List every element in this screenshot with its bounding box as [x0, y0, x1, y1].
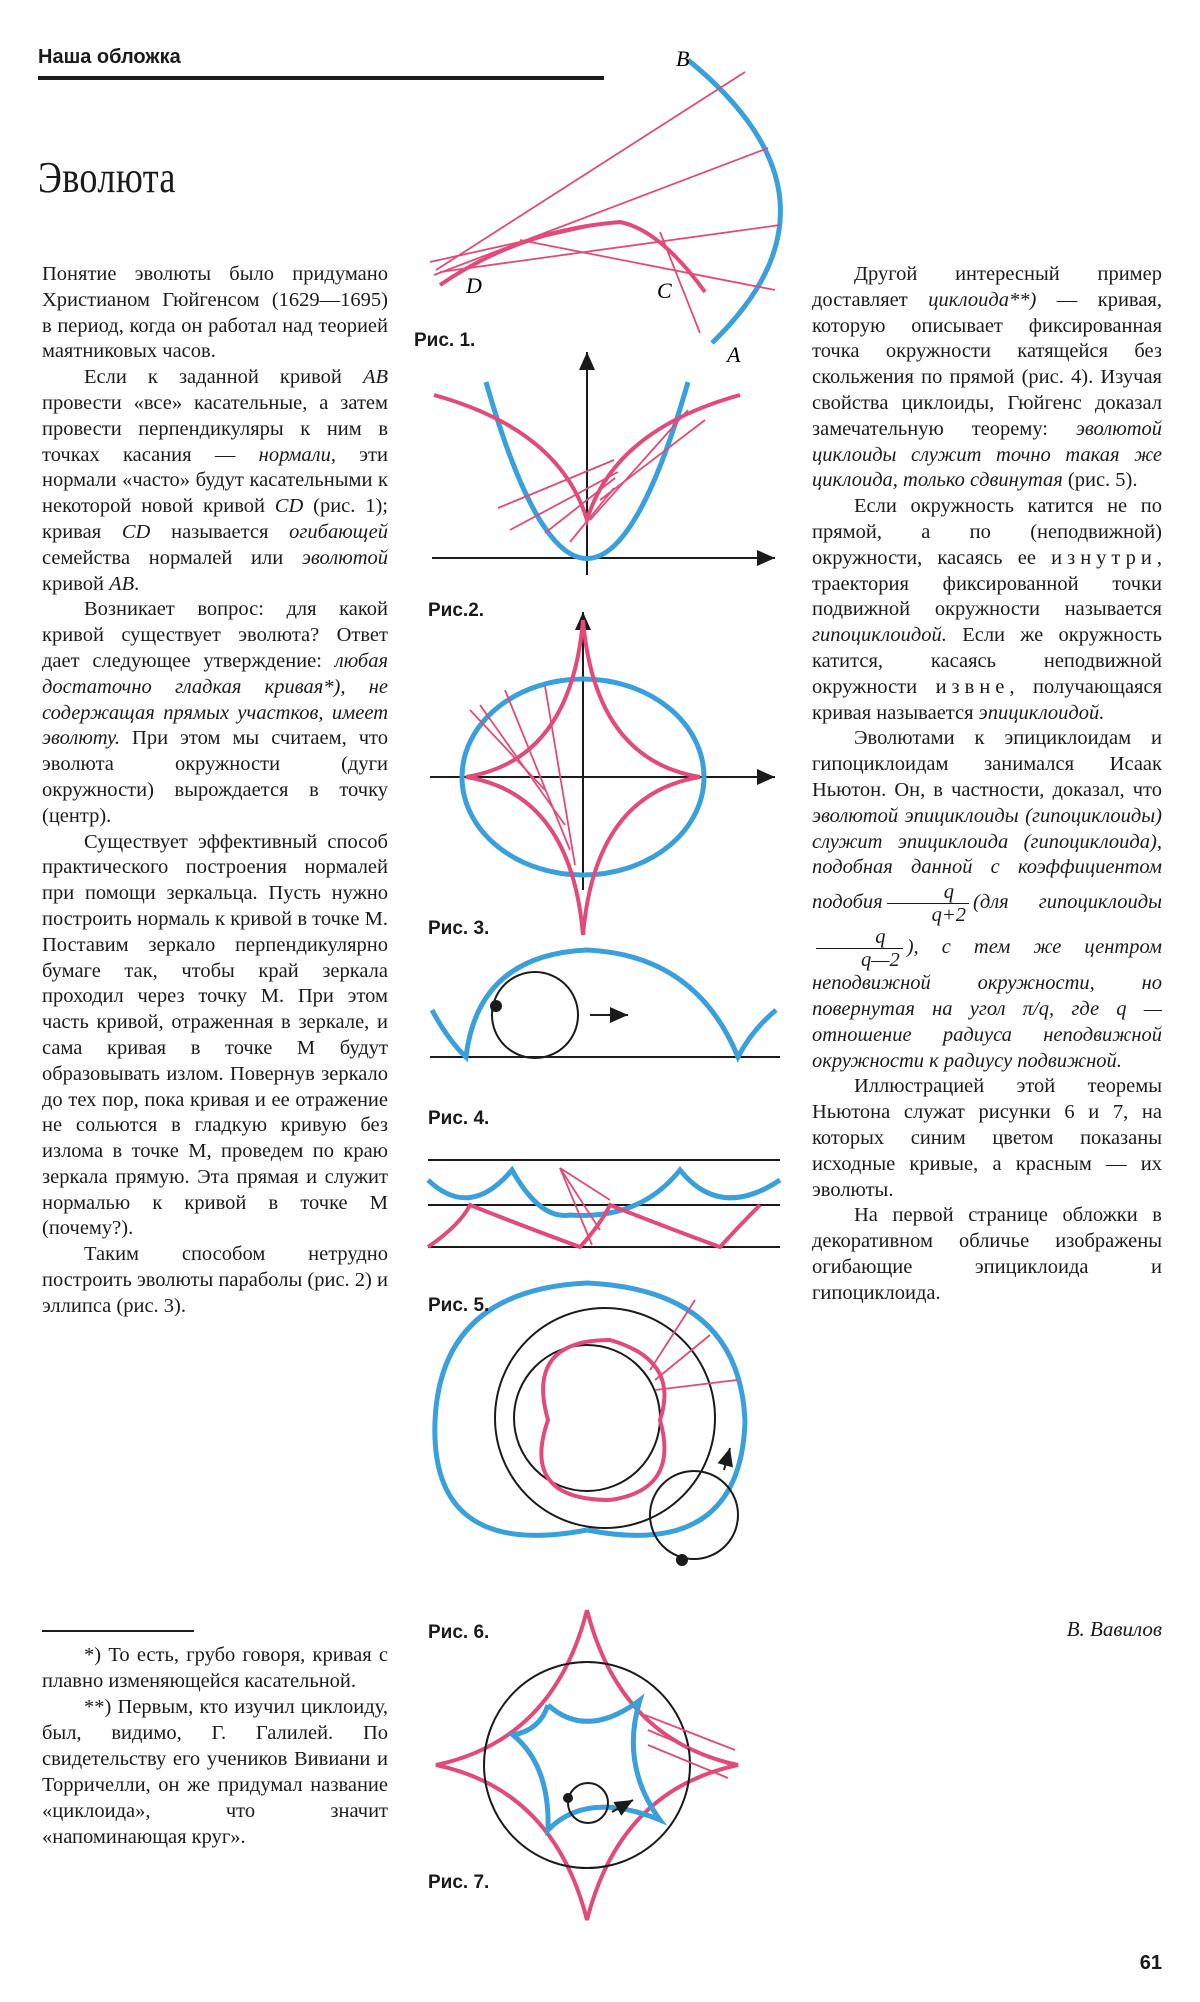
- figure-3: [430, 612, 775, 935]
- point-icon: [490, 1000, 502, 1012]
- point-icon: [676, 1554, 688, 1566]
- page-number: 61: [1139, 1952, 1162, 1974]
- figure-2: [432, 352, 775, 575]
- cycloid: [432, 950, 776, 1057]
- figure-6: [435, 1283, 745, 1566]
- paragraph: Возникает вопрос: для какой кривой существует эволюта? Ответ дает следующее утверждение: любая достаточно гладкая кривая*), не содержащая прямых участков, имеет эволюту. При этом мы считаем, что эволюта окружности (дуги окружности) вырождается в точку (центр).: [42, 598, 388, 827]
- figure-4-caption: Рис. 4.: [428, 1108, 490, 1129]
- paragraph: Если окружность катится не по прямой, а по (неподвижной) окружности, касаясь ее изнутри, траектория фиксированной точки подвижной окружности называется гипоциклоидой. Если же окружность катится, касаясь неподвижной окружности извне, получающаяся кривая называется эпициклоидой.: [812, 495, 1163, 724]
- figure-3-caption: Рис. 3.: [428, 918, 490, 939]
- paragraph: На первой странице обложки в декоративном обличье изображены огибающие эпициклоида и гипоциклоида.: [812, 1204, 1162, 1304]
- curve-ab: [688, 60, 780, 343]
- section-label: Наша обложка: [38, 46, 181, 68]
- epicycloid-evolute: [541, 1340, 664, 1500]
- fixed-circle: [514, 1345, 660, 1491]
- figure-1: [430, 46, 780, 367]
- figure-6-caption: Рис. 6.: [428, 1622, 490, 1643]
- figure-2-caption: Рис.2.: [428, 600, 485, 621]
- label-a: A: [727, 342, 741, 367]
- paragraph: Иллюстрацией этой теоремы Ньютона служат рисунки 6 и 7, на которых синим цветом показаны исходные кривые, а красным — их эволюты.: [812, 1075, 1162, 1201]
- figure-4: [430, 950, 780, 1058]
- paragraph: Существует эффективный способ практического построения нормалей при помощи зеркальца. Пусть нужно построить нормаль к кривой в точке M. Поставим зеркало перпендикулярно бумаге так, чтобы край зеркала проходил через точку M. При этом часть кривой, отраженная в зеркале, и сама кривая в точке M будут образовывать излом. Повернув зеркало до тех пор, пока кривая и ее отражение не сольются в гладкую кривую без излома в точке M, проведем по краю зеркала прямую. Эта прямая и служит нормалью к кривой в точке M (почему?).: [42, 830, 388, 1240]
- paragraph: Другой интересный пример доставляет циклоида**) — кривая, которую описывает фиксированная точка окружности катящейся без скольжения по прямой (рис. 4). Изучая свойства циклоиды, Гюйгенс доказал замечательную теорему: эволютой циклоиды служит точно такая же циклоида, только сдвинутая (рис. 5).: [812, 263, 1162, 492]
- cycloid-evolute: [428, 1205, 760, 1247]
- footnote: *) То есть, грубо говоря, кривая с плавно изменяющейся касательной.: [42, 1644, 388, 1692]
- paragraph: Понятие эволюты было придумано Христианом Гюйгенсом (1629—1695) в период, когда он работал над теорией маятниковых часов.: [42, 263, 388, 363]
- rolling-circle: [492, 972, 578, 1058]
- normal-lines: [560, 1168, 610, 1245]
- figure-1-caption: Рис. 1.: [414, 330, 476, 351]
- label-b: B: [676, 46, 690, 71]
- paragraph: Если к заданной кривой AB провести «все» касательные, а затем провести перпендикуляры к ним в точках касания — нормали, эти нормали «часто» будут касательными к некоторой новой кривой CD (рис. 1); кривая CD называется огибающей семейства нормалей или эволютой кривой AB.: [42, 366, 388, 595]
- fraction: $\frac{q}{q+2}$: [887, 881, 969, 926]
- fraction: $\frac{q}{q—2}$: [816, 926, 903, 971]
- article-title: Эволюта: [38, 153, 176, 202]
- figure-5: [428, 1160, 780, 1247]
- label-c: C: [657, 278, 672, 303]
- label-d: D: [466, 273, 482, 298]
- fixed-circle: [484, 1662, 690, 1868]
- paragraph: Эволютами к эпициклоидам и гипоциклоидам занимался Исаак Ньютон. Он, в частности, доказал, что эволютой эпициклоиды (гипоциклоиды) служит эпициклоида (гипоциклоида), подобная данной с коэффициентом подобия $\frac{q}{q+2}$ (для гипоциклоиды $\frac{q}{q—2}$ ), с тем же центром неподвижной окружности, но повернутая на угол π/q, где q — отношение радиуса неподвижной окружности к радиусу подвижной.: [812, 727, 1162, 1072]
- figure-7-caption: Рис. 7.: [428, 1872, 490, 1893]
- point-icon: [563, 1793, 573, 1803]
- author: В. Вавилов: [1066, 1617, 1162, 1641]
- normal-lines: [430, 72, 780, 333]
- rolling-circle: [568, 1783, 608, 1823]
- figure-5-caption: Рис. 5.: [428, 1295, 490, 1316]
- paragraph: Таким способом нетрудно построить эволюты параболы (рис. 2) и эллипса (рис. 3).: [42, 1243, 388, 1317]
- footnote: **) Первым, кто изучил циклоиду, был, видимо, Г. Галилей. По свидетельству его учеников Вивиани и Торричелли, он же придумал название «циклоида», что значит «напоминающая круг».: [42, 1696, 388, 1848]
- hypocycloid: [513, 1700, 660, 1830]
